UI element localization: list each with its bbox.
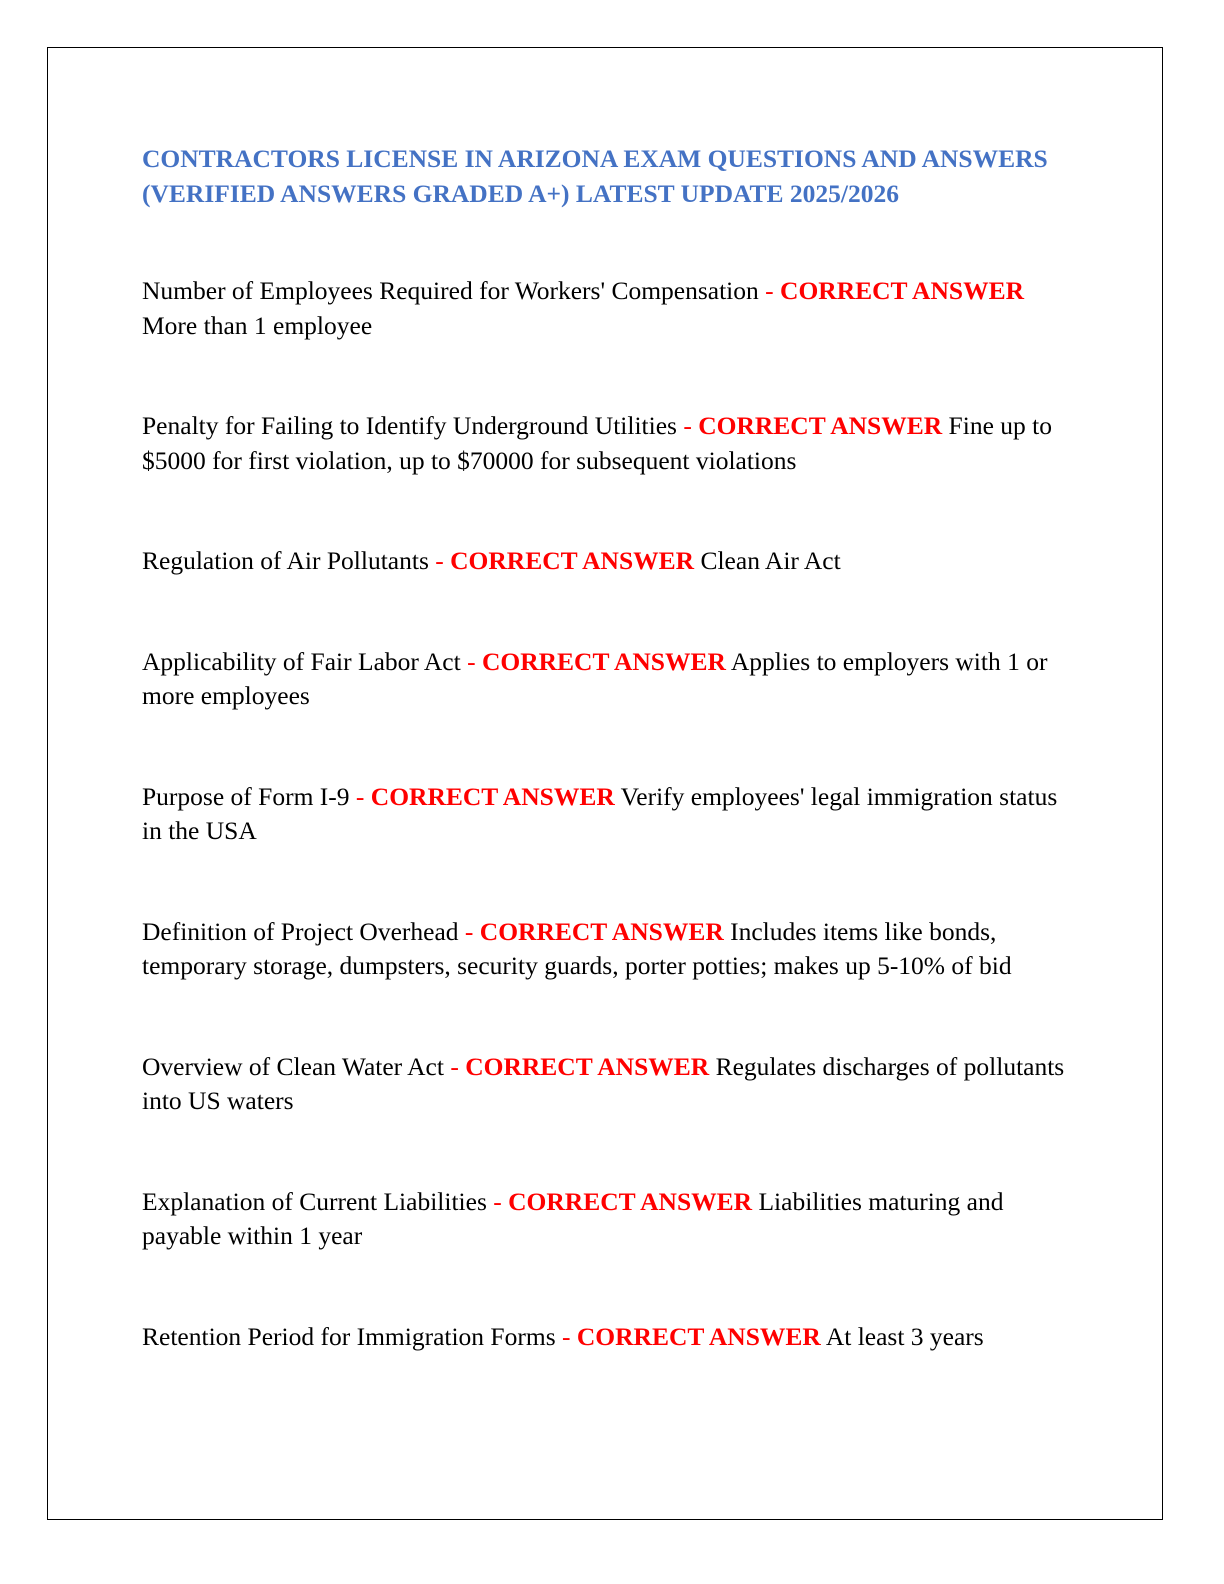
answer-text: Liabilities maturing and payable within 1 year — [142, 1186, 1004, 1250]
answer-text: Applies to employers with 1 or more employees — [142, 646, 1048, 710]
separator: - — [464, 916, 474, 946]
question-text: Retention Period for Immigration Forms — [142, 1321, 556, 1351]
question-text: Definition of Project Overhead — [142, 916, 459, 946]
question-text: Explanation of Current Liabilities — [142, 1186, 487, 1216]
separator: - — [450, 1051, 459, 1081]
answer-text: More than 1 employee — [142, 310, 373, 340]
qa-item — [142, 645, 1082, 714]
separator: - — [355, 781, 365, 811]
separator: - — [683, 411, 692, 440]
answer-marker: CORRECT ANSWER — [370, 781, 615, 811]
qa-item — [142, 1050, 1082, 1119]
answer-marker: CORRECT ANSWER — [481, 646, 726, 676]
qa-list — [142, 274, 1082, 1354]
answer-text: Fine up to $5000 for first violation, up to $70000 for subsequent violations — [142, 411, 1052, 475]
answer-marker: CORRECT ANSWER — [576, 1321, 821, 1351]
separator: - — [493, 1186, 502, 1216]
qa-item — [142, 409, 1082, 478]
answer-text: Includes items like bonds, temporary storage, dumpsters, security guards, porter potties; makes up 5-10% of bid — [142, 916, 1012, 980]
separator: - — [435, 546, 444, 575]
answer-marker: CORRECT ANSWER — [450, 546, 695, 575]
qa-item — [142, 544, 1082, 579]
answer-marker: CORRECT ANSWER — [465, 1051, 710, 1081]
answer-text: Clean Air Act — [700, 546, 841, 575]
document-content — [142, 141, 1082, 1354]
question-text: Number of Employees Required for Workers' Compensation — [142, 276, 759, 305]
question-text: Penalty for Failing to Identify Underground Utilities — [142, 411, 677, 440]
answer-marker: CORRECT ANSWER — [698, 411, 943, 440]
separator: - — [765, 276, 774, 305]
answer-text: Regulates discharges of pollutants into US waters — [142, 1051, 1065, 1115]
qa-item — [142, 1185, 1082, 1254]
question-text: Purpose of Form I-9 — [142, 781, 350, 811]
qa-item — [142, 780, 1082, 849]
qa-item — [142, 274, 1082, 343]
answer-marker: CORRECT ANSWER — [479, 916, 724, 946]
question-text: Applicability of Fair Labor Act — [142, 646, 461, 676]
answer-marker: CORRECT ANSWER — [780, 276, 1024, 305]
answer-marker: CORRECT ANSWER — [508, 1186, 753, 1216]
separator: - — [467, 646, 476, 676]
question-text: Overview of Clean Water Act — [142, 1051, 444, 1081]
question-text: Regulation of Air Pollutants — [142, 546, 429, 575]
qa-item — [142, 1320, 1082, 1355]
separator: - — [562, 1321, 571, 1351]
answer-text: At least 3 years — [825, 1321, 984, 1351]
document-title: CONTRACTORS LICENSE IN ARIZONA EXAM QUESTIONS AND ANSWERS (VERIFIED ANSWERS GRADED A+) LATEST UPDATE 2025/2026 — [142, 144, 1048, 208]
qa-item — [142, 915, 1082, 984]
answer-text: Verify employees' legal immigration status in the USA — [142, 781, 1058, 845]
